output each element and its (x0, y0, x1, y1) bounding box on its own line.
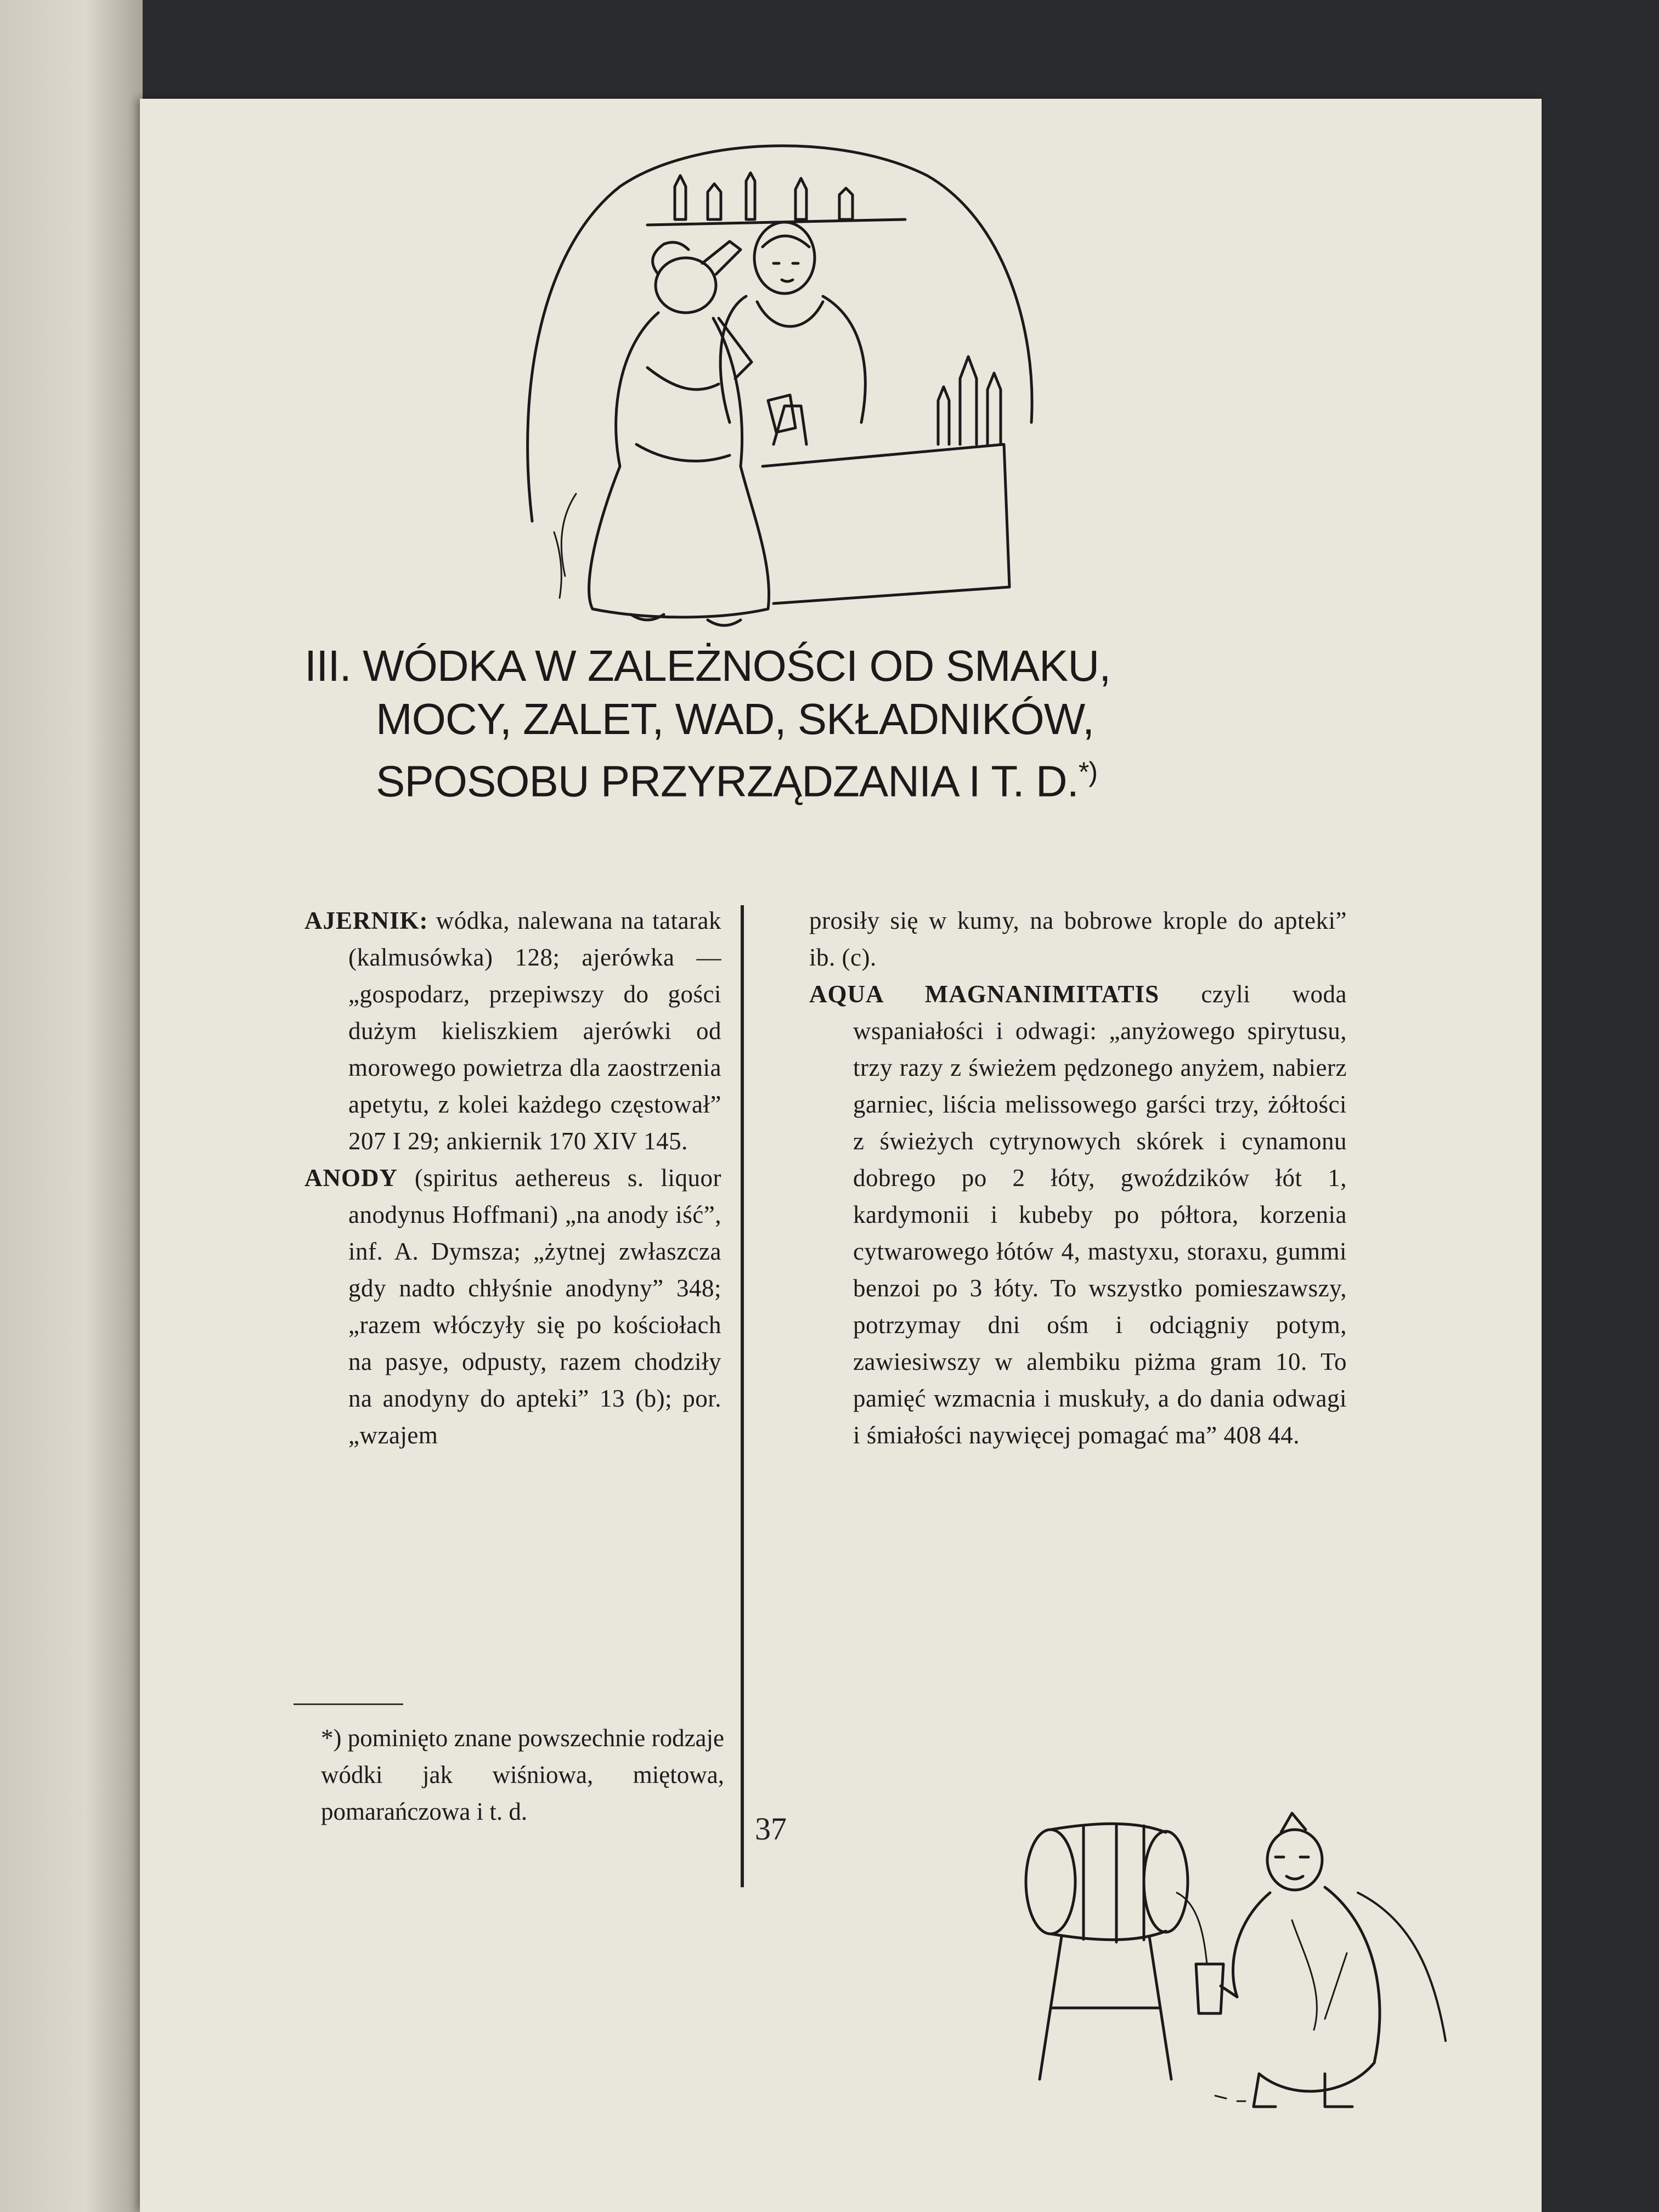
title-footnote-marker: *) (1078, 757, 1097, 787)
title-line-2: MOCY, ZALET, WAD, SKŁADNIKÓW, (376, 695, 1094, 743)
entry-anody (304, 1160, 721, 1454)
page-number: 37 (755, 1811, 787, 1847)
entry-ajernik-headword: AJERNIK: (304, 907, 428, 934)
entry-anody-text: (spiritus aethereus s. liquor anodynus Hoffmani) „na anody iść”, inf. A. Dymsza; „żytnej zwłaszcza gdy nadto chłyśnie anodyny” 348; „razem włóczyły się po kościołach na pasye, odpusty, razem chodziły na anodyny do apteki” 13 (b); por. „wzajem (348, 1164, 721, 1449)
tavern-sketch-illustration (510, 137, 1059, 636)
entry-ajernik (304, 902, 721, 1160)
barrel-sketch-illustration (1018, 1810, 1468, 2118)
book-page (140, 99, 1542, 2212)
left-column (304, 902, 721, 1454)
title-line-3: SPOSOBU PRZYRZĄDZANIA I T. D. (376, 757, 1079, 806)
right-column (809, 902, 1347, 1454)
entry-aqua-text: czyli woda wspaniałości i odwagi: „anyżowego spirytusu, trzy razy z świeżem pędzonego anyżem, nabierz garniec, liścia melissowego garści trzy, żółtości z świeżych cytrynowych skórek i cynamonu dobrego po 2 łóty, gwoździków łót 1, kardymonii i kubeby po półtora, korzenia cytwarowego łótów 4, mastyxu, storaxu, gummi benzoi po 3 łóty. To wszystko pomieszawszy, potrzymay dni ośm i odciągniy potym, zawiesiwszy w alembiku piżma gram 10. To pamięć wzmacnia i muskuły, a do dania odwagi i śmiałości naywięcej pomagać ma” 408 44. (853, 980, 1347, 1449)
title-line-1: III. WÓDKA W ZALEŻNOŚCI OD SMAKU, (304, 641, 1111, 690)
facing-page-edge (0, 0, 143, 2212)
entry-ajernik-text: wódka, nalewana na tatarak (kalmusówka) 128; ajerówka — „gospodarz, przepiwszy do gości dużym kieliszkiem ajerówki od morowego powietrza dla zaostrzenia apetytu, z kolei każdego częstował” 207 I 29; ankiernik 170 XIV 145. (348, 907, 721, 1155)
column-divider (741, 905, 744, 1887)
entry-aqua (809, 976, 1347, 1454)
entry-anody-headword: ANODY (304, 1164, 398, 1192)
entry-continuation: prosiły się w kumy, na bobrowe krople do apteki” ib. (c). (809, 907, 1347, 971)
chapter-title (304, 639, 1380, 808)
footnote: *) pominięto znane powszechnie rodzaje wódki jak wiśniowa, miętowa, pomarańczowa i t. d. (321, 1724, 724, 1825)
entry-aqua-headword: AQUA MAGNANIMITATIS (809, 980, 1160, 1008)
footnote-rule (294, 1703, 403, 1705)
